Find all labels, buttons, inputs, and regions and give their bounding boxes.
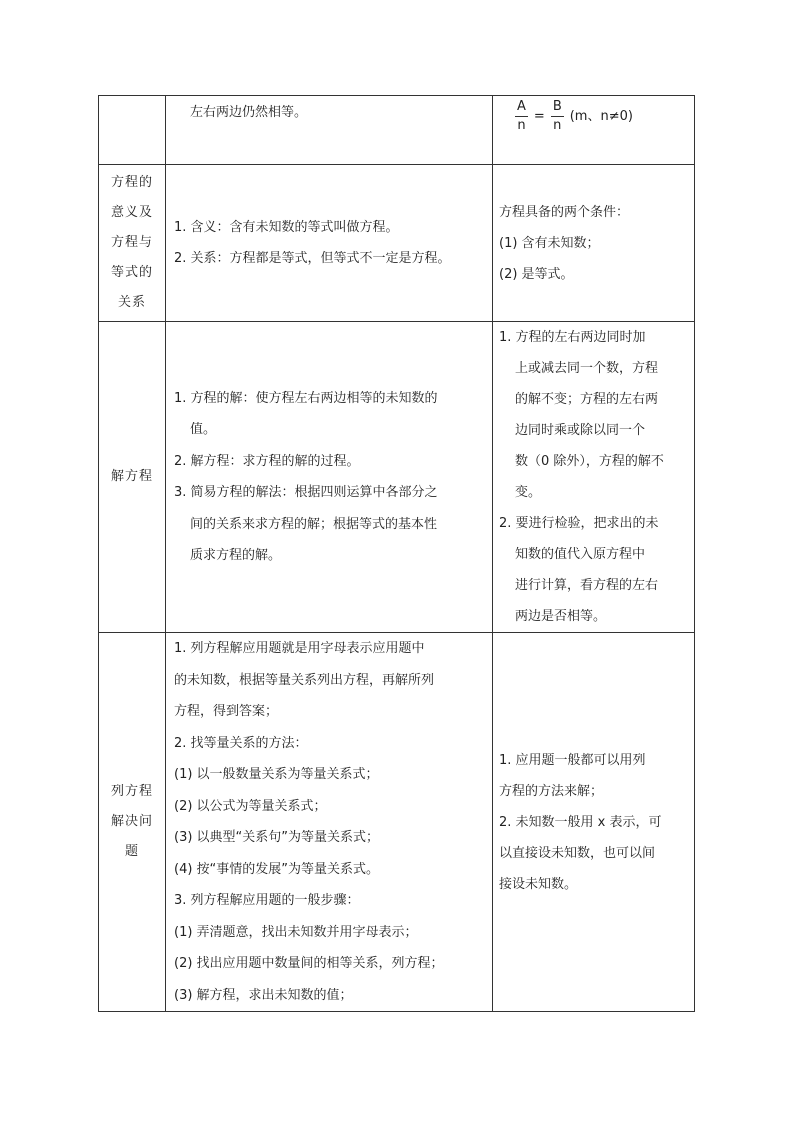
- note-line: 的解不变；方程的左右两: [515, 392, 659, 407]
- content-cell: [166, 633, 493, 1012]
- content-line: (1) 弄清题意，找出未知数并用字母表示；: [174, 924, 418, 940]
- note-line: 进行计算，看方程的左右: [515, 578, 659, 593]
- topic-line: 方程与: [110, 235, 153, 250]
- topic-line: 关系: [117, 295, 146, 310]
- note-line: 以直接设未知数，也可以间: [499, 845, 656, 861]
- topic-line: 题: [124, 844, 139, 859]
- note-line: (1) 含有未知数；: [499, 235, 600, 251]
- topic-cell: [99, 633, 166, 1012]
- content-cell: [166, 322, 493, 633]
- topic-line: 解方程: [110, 469, 153, 484]
- denominator-b: n: [553, 118, 562, 133]
- note-line: 方程的方法来解；: [499, 783, 604, 799]
- topic-cell: [99, 96, 166, 165]
- note-cell: [493, 322, 695, 633]
- content-line: 的未知数，根据等量关系列出方程，再解所列: [174, 672, 435, 688]
- content-line: 3. 简易方程的解法：根据四则运算中各部分之: [174, 485, 438, 500]
- topic-cell: [99, 165, 166, 322]
- numerator-a: A: [515, 98, 528, 117]
- note-line: 2. 要进行检验，把求出的未: [499, 516, 659, 531]
- note-line: 数（0 除外），方程的解不: [515, 454, 664, 469]
- content-line: (4) 按“事情的发展”为等量关系式。: [174, 861, 380, 877]
- topic-line: 解决问: [110, 814, 153, 829]
- table-row: [99, 322, 695, 633]
- note-line: (2) 是等式。: [499, 266, 574, 282]
- note-line: 两边是否相等。: [515, 609, 607, 624]
- content-line: 1. 方程的解：使方程左右两边相等的未知数的: [174, 390, 438, 406]
- fraction-a: [515, 98, 528, 135]
- table-row: [99, 96, 695, 165]
- content-line: 1. 含义：含有未知数的等式叫做方程。: [174, 219, 399, 235]
- note-line: 上或减去同一个数，方程: [515, 361, 659, 376]
- equals-sign: =: [533, 109, 545, 124]
- knowledge-table: [98, 95, 695, 1012]
- topic-line: 等式的: [110, 265, 153, 280]
- topic-cell: [99, 322, 166, 633]
- table-row: [99, 165, 695, 322]
- note-line: 方程具备的两个条件：: [499, 204, 630, 220]
- content-line: 方程，得到答案；: [174, 704, 279, 719]
- note-cell: [493, 633, 695, 1012]
- content-cell: [166, 165, 493, 322]
- note-line: 知数的值代入原方程中: [515, 547, 646, 562]
- content-line: 值。: [190, 422, 217, 437]
- note-cell: [493, 165, 695, 322]
- content-line: 质求方程的解。: [190, 548, 282, 563]
- note-line: 1. 方程的左右两边同时加: [499, 330, 646, 345]
- content-line: 2. 找等量关系的方法：: [174, 735, 308, 751]
- equation-condition: (m、n≠0): [569, 109, 633, 124]
- note-line: 边同时乘或除以同一个: [515, 423, 646, 438]
- content-line: 左右两边仍然相等。: [190, 105, 308, 120]
- content-line: 间的关系来求方程的解；根据等式的基本性: [190, 516, 438, 532]
- content-line: (2) 找出应用题中数量间的相等关系，列方程；: [174, 956, 444, 971]
- content-line: 3. 列方程解应用题的一般步骤：: [174, 893, 360, 908]
- note-cell: [493, 96, 695, 165]
- topic-line: 列方程: [110, 784, 153, 799]
- note-line: 接设未知数。: [499, 876, 578, 892]
- content-line: (1) 以一般数量关系为等量关系式；: [174, 767, 379, 782]
- note-line: 2. 未知数一般用 x 表示，可: [499, 814, 662, 830]
- topic-line: 方程的: [110, 175, 153, 190]
- fraction-equation: [515, 98, 690, 135]
- fraction-b: [551, 98, 564, 135]
- content-line: 1. 列方程解应用题就是用字母表示应用题中: [174, 641, 425, 656]
- content-line: (2) 以公式为等量关系式；: [174, 798, 327, 814]
- content-cell: [166, 96, 493, 165]
- denominator-a: n: [517, 118, 526, 133]
- content-line: 2. 关系：方程都是等式，但等式不一定是方程。: [174, 251, 451, 266]
- note-line: 变。: [515, 485, 542, 500]
- content-line: 2. 解方程：求方程的解的过程。: [174, 453, 360, 469]
- content-line: (3) 以典型“关系句”为等量关系式；: [174, 830, 380, 845]
- topic-line: 意义及: [110, 205, 153, 220]
- numerator-b: B: [551, 98, 564, 117]
- note-line: 1. 应用题一般都可以用列: [499, 752, 646, 768]
- table-row: [99, 633, 695, 1012]
- content-line: (3) 解方程，求出未知数的值；: [174, 987, 353, 1003]
